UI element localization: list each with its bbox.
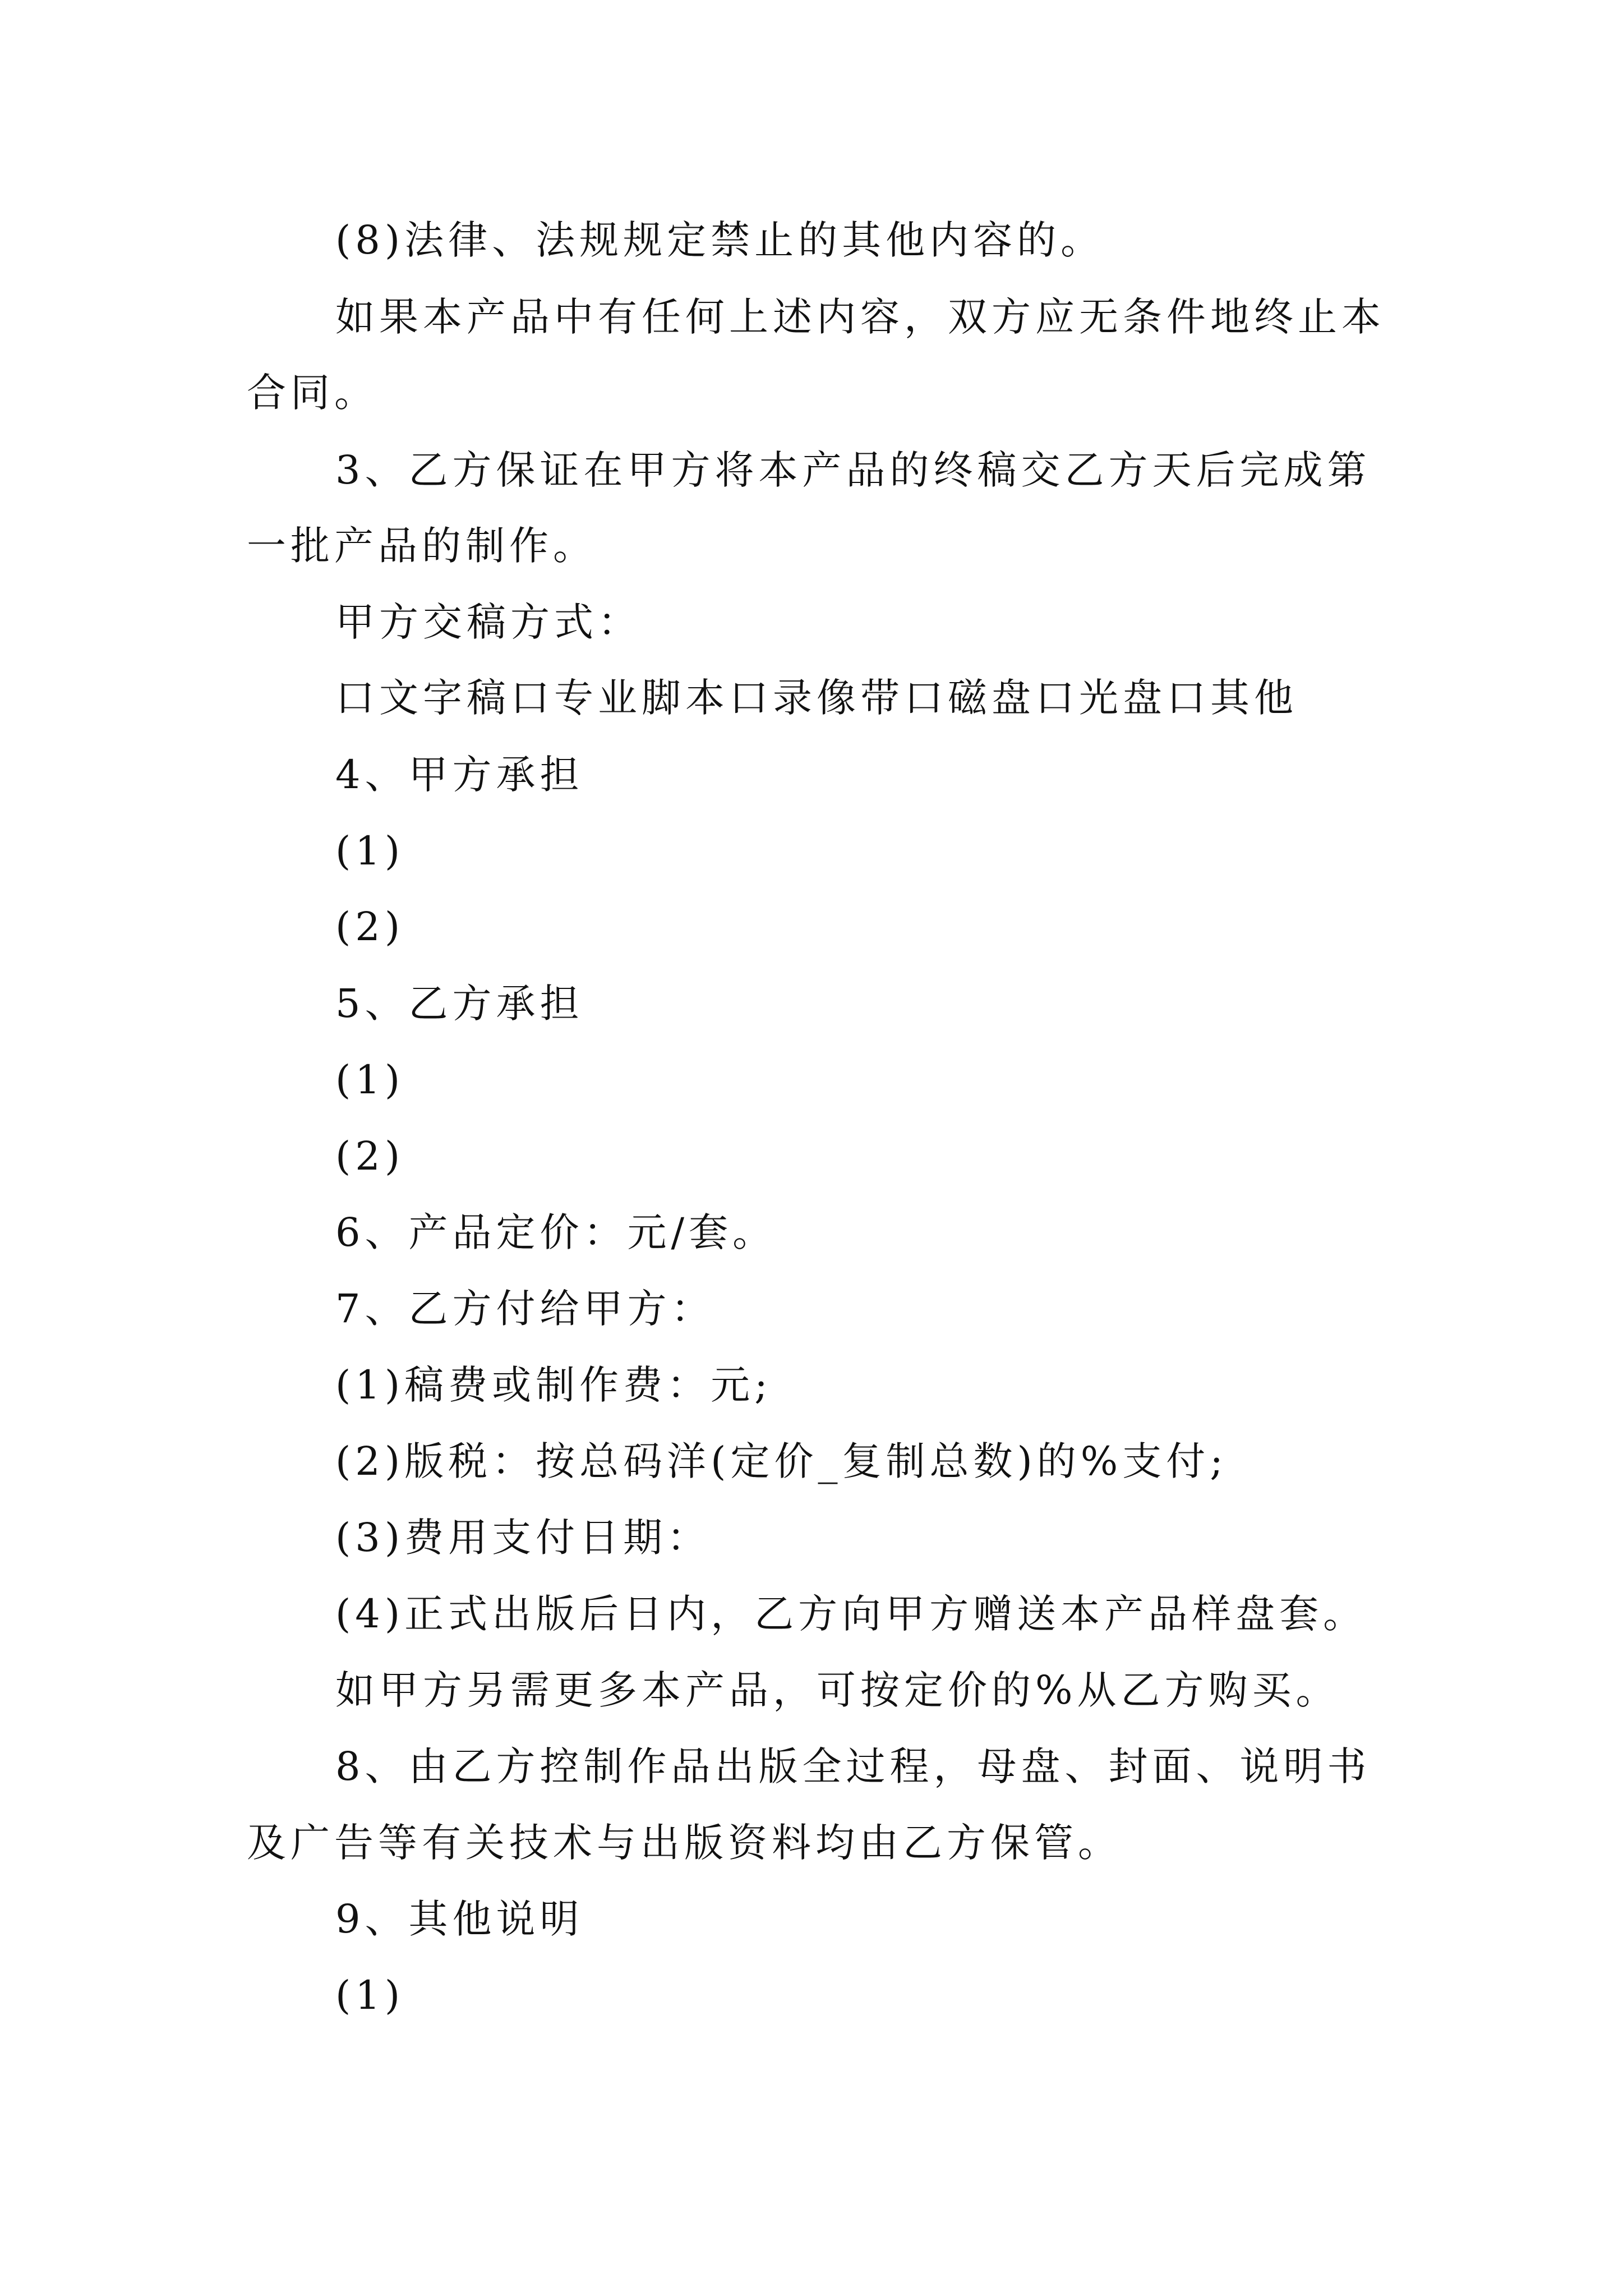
text-line-13: (2) xyxy=(335,1133,405,1179)
text-line-20: 如甲方另需更多本产品，可按定价的%从乙方购买。 xyxy=(335,1667,1340,1713)
text-line-11: 5、乙方承担 xyxy=(335,981,584,1027)
text-line-5: 一批产品的制作。 xyxy=(247,523,597,569)
text-line-10: (2) xyxy=(335,904,405,950)
text-line-1: (8)法律、法规规定禁止的其他内容的。 xyxy=(335,217,1105,263)
text-line-19: (4)正式出版后日内，乙方向甲方赠送本产品样盘套。 xyxy=(335,1591,1367,1637)
text-line-3: 合同。 xyxy=(247,370,378,416)
text-line-21: 8、由乙方控制作品出版全过程，母盘、封面、说明书 xyxy=(335,1743,1371,1789)
text-line-24: (1) xyxy=(335,1972,405,2018)
text-line-2: 如果本产品中有任何上述内容，双方应无条件地终止本 xyxy=(335,294,1385,340)
text-line-22: 及广告等有关技术与出版资料均由乙方保管。 xyxy=(247,1820,1122,1866)
text-line-17: (2)版税：按总码洋(定价_复制总数)的%支付; xyxy=(335,1438,1228,1484)
text-line-15: 7、乙方付给甲方： xyxy=(335,1286,715,1332)
text-line-9: (1) xyxy=(335,828,405,874)
text-line-6: 甲方交稿方式： xyxy=(335,599,642,645)
text-line-18: (3)费用支付日期： xyxy=(335,1515,711,1561)
text-line-8: 4、甲方承担 xyxy=(335,752,584,798)
text-line-4: 3、乙方保证在甲方将本产品的终稿交乙方天后完成第 xyxy=(335,447,1371,493)
text-line-23: 9、其他说明 xyxy=(335,1896,584,1942)
text-line-7: 口文字稿口专业脚本口录像带口磁盘口光盘口其他 xyxy=(335,675,1298,721)
text-line-16: (1)稿费或制作费：元; xyxy=(335,1362,772,1408)
text-line-14: 6、产品定价：元/套。 xyxy=(335,1209,777,1255)
text-line-12: (1) xyxy=(335,1057,405,1103)
